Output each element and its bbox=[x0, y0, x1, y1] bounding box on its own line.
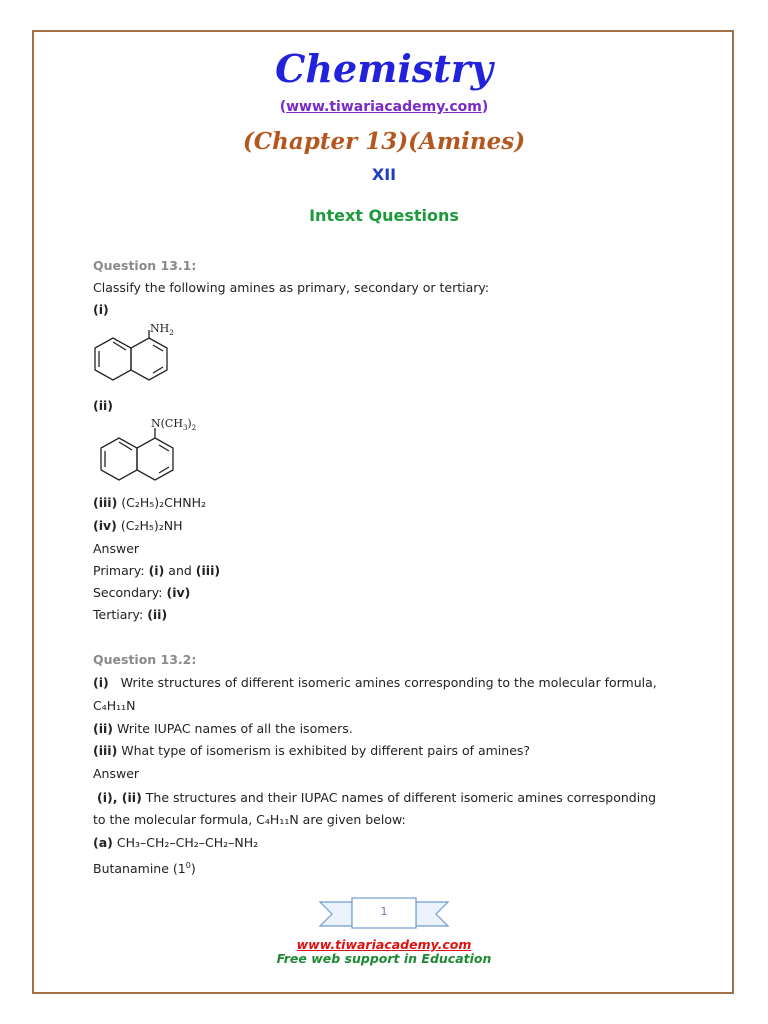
part-1 bbox=[93, 675, 657, 691]
part-2-text: Write IUPAC names of all the isomers. bbox=[113, 721, 353, 736]
part-3-text: What type of isomerism is exhibited by different pairs of amines? bbox=[117, 743, 531, 758]
and-text: and bbox=[164, 563, 196, 578]
isomer-a-formula: CH₃–CH₂–CH₂–CH₂–NH₂ bbox=[112, 835, 259, 850]
item-4-formula: (C₂H₅)₂NH bbox=[120, 518, 183, 533]
site-link[interactable]: www.tiwariacademy.com bbox=[286, 99, 482, 115]
part-3-label: (iii) bbox=[93, 743, 118, 758]
site-line bbox=[0, 99, 768, 115]
amine-group-label: $NH_2$ bbox=[150, 322, 174, 337]
answer-label: Answer bbox=[93, 541, 140, 556]
item-3-label: (iii) bbox=[93, 495, 118, 510]
item-3-formula: (C₂H₅)₂CHNH₂ bbox=[121, 495, 207, 510]
answer-intro-label: (i), (ii) bbox=[96, 790, 142, 805]
isomer-a-name bbox=[93, 858, 196, 877]
answer-label: Answer bbox=[93, 766, 140, 781]
answer-secondary bbox=[93, 585, 190, 601]
primary-a: (i) bbox=[148, 563, 165, 578]
dimethylamine-group-label: $N(CH_3)_2$ bbox=[151, 417, 197, 432]
primary-prefix: Primary: bbox=[93, 563, 149, 578]
grade-label: XII bbox=[371, 165, 397, 184]
answer-tertiary bbox=[93, 607, 167, 623]
naphthylamine-structure bbox=[93, 320, 193, 396]
item-4 bbox=[93, 518, 183, 534]
question-prompt: Classify the following amines as primary, secondary or tertiary: bbox=[93, 280, 490, 295]
answer-intro-cont: to the molecular formula, C₄H₁₁N are given below: bbox=[93, 812, 406, 827]
isomer-a-close: ) bbox=[190, 861, 196, 876]
part-2 bbox=[93, 721, 353, 737]
item-label bbox=[93, 398, 113, 414]
isomer-a bbox=[93, 835, 258, 851]
item-3 bbox=[93, 495, 206, 511]
footer-tagline: Free web support in Education bbox=[276, 951, 492, 966]
part-1-formula: C₄H₁₁N bbox=[93, 698, 136, 713]
secondary-prefix: Secondary: bbox=[93, 585, 167, 600]
item-1-label: (i) bbox=[93, 302, 109, 317]
footer-link[interactable]: www.tiwariacademy.com bbox=[296, 937, 472, 952]
isomer-a-name-text: Butanamine (1 bbox=[93, 861, 186, 876]
part-1-text: Write structures of different isomeric amines corresponding to the molecular formula, bbox=[120, 675, 657, 690]
item-2-label: (ii) bbox=[93, 398, 113, 413]
dimethyl-naphthylamine-structure bbox=[93, 414, 213, 494]
item-label bbox=[93, 302, 109, 318]
answer-intro-text: The structures and their IUPAC names of different isomeric amines corresponding bbox=[141, 790, 657, 805]
primary-b: (iii) bbox=[195, 563, 221, 578]
part-3 bbox=[93, 743, 530, 759]
question-label: Question 13.2: bbox=[93, 652, 197, 667]
tertiary-value: (ii) bbox=[147, 607, 168, 622]
tertiary-prefix: Tertiary: bbox=[93, 607, 148, 622]
section-heading: Intext Questions bbox=[309, 206, 459, 225]
page-title: Chemistry bbox=[275, 46, 493, 91]
secondary-value: (iv) bbox=[166, 585, 191, 600]
part-1-label: (i) bbox=[93, 675, 109, 690]
site-close: ) bbox=[481, 99, 489, 115]
site-open: ( bbox=[279, 99, 287, 115]
item-4-label: (iv) bbox=[93, 518, 117, 533]
isomer-a-label: (a) bbox=[93, 835, 113, 850]
page-number: 1 bbox=[380, 905, 388, 918]
isomer-a-degree: 0 bbox=[185, 861, 191, 870]
answer-primary bbox=[93, 563, 220, 579]
answer-intro bbox=[93, 790, 656, 806]
chapter-heading: (Chapter 13)(Amines) bbox=[242, 128, 526, 155]
part-2-label: (ii) bbox=[93, 721, 113, 736]
question-label: Question 13.1: bbox=[93, 258, 197, 273]
